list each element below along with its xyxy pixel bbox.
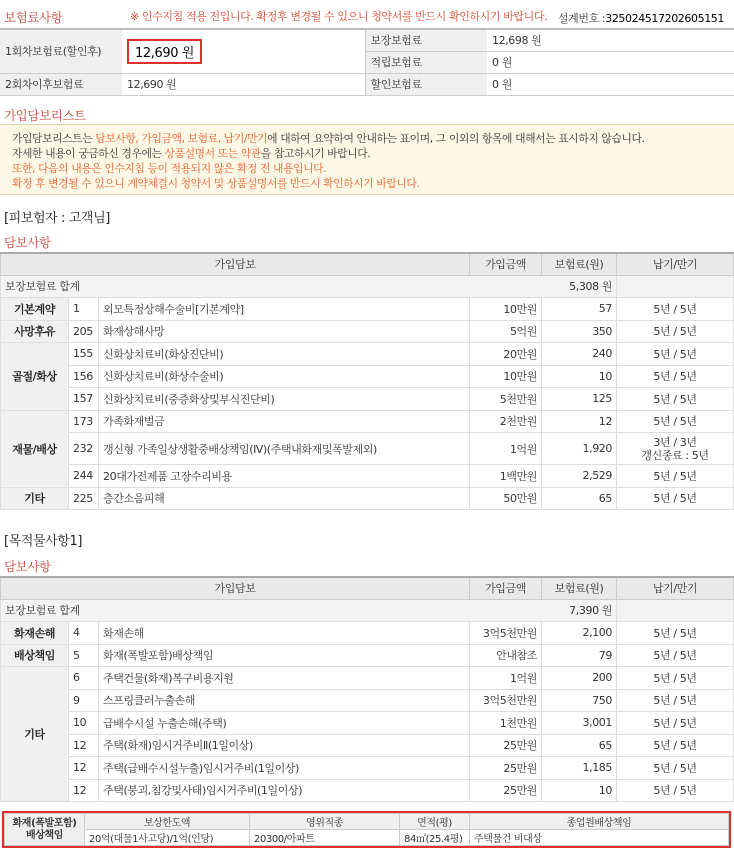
coverage-amount: 1억원 bbox=[470, 667, 542, 690]
coverage-row bbox=[1, 433, 734, 465]
premium-section-title: 보험료사항 bbox=[4, 10, 63, 25]
coverage-amount: 20만원 bbox=[470, 343, 542, 366]
insured-title: [피보험자 : 고객님] bbox=[4, 211, 110, 226]
coverage-row bbox=[1, 644, 734, 667]
coverage-premium: 2,529 bbox=[542, 465, 617, 488]
row-no: 10 bbox=[69, 712, 99, 735]
coverage-premium: 10 bbox=[542, 779, 617, 802]
fire-h1: 보상한도액 bbox=[85, 814, 250, 830]
coverage2-title: 담보사항 bbox=[4, 559, 51, 574]
guide-line-3: 또한, 다음의 내용은 인수지침 등이 적용되지 않은 확정 전 내용입니다. bbox=[12, 162, 327, 175]
total-value: 5,308 원 bbox=[569, 280, 612, 294]
term-renewal: 갱신종료 : 5년 bbox=[641, 448, 709, 462]
coverage-premium: 65 bbox=[542, 487, 617, 510]
fire-v2: 20300/아파트 bbox=[250, 830, 400, 846]
guide-title: 가입담보리스트 bbox=[4, 108, 86, 123]
coverage1-title: 담보사항 bbox=[4, 235, 51, 250]
coverage-premium: 10 bbox=[542, 365, 617, 388]
row-no: 244 bbox=[69, 465, 99, 488]
coverage-name: 주택(급배수시설누출)임시거주비(1일이상) bbox=[99, 757, 470, 780]
coverage-row bbox=[1, 712, 734, 735]
coverage-name: 신화상치료비(화상수술비) bbox=[99, 365, 470, 388]
row-no: 12 bbox=[69, 757, 99, 780]
fire-h2: 영위직종 bbox=[250, 814, 400, 830]
category-cell: 화재손해 bbox=[1, 622, 69, 645]
category-cell: 배상책임 bbox=[1, 644, 69, 667]
coverage-premium: 1,920 bbox=[542, 433, 617, 465]
guarantee-value: 12,698 원 bbox=[487, 29, 734, 51]
coverage-term: 5년 / 5년 bbox=[617, 298, 734, 321]
coverage-premium: 65 bbox=[542, 734, 617, 757]
coverage-premium: 3,001 bbox=[542, 712, 617, 735]
fire-v1: 20억(대물1사고당)/1억(인당) bbox=[85, 830, 250, 846]
coverage-premium: 125 bbox=[542, 388, 617, 411]
coverage-amount: 25만원 bbox=[470, 757, 542, 780]
row-no: 155 bbox=[69, 343, 99, 366]
coverage-term: 5년 / 5년 bbox=[617, 667, 734, 690]
coverage-premium: 240 bbox=[542, 343, 617, 366]
header-term: 납기/만기 bbox=[617, 577, 734, 599]
coverage-amount: 1억원 bbox=[470, 433, 542, 465]
coverage-amount: 3억5천만원 bbox=[470, 689, 542, 712]
fire-h3: 면적(평) bbox=[400, 814, 470, 830]
guide-text: 에 대하여 요약하여 안내하는 표이며, 그 이외의 항목에 대해서는 표시하지 않습니다. bbox=[267, 132, 645, 145]
header-term: 납기/만기 bbox=[617, 253, 734, 275]
coverage-term: 5년 / 5년 bbox=[617, 465, 734, 488]
object-title: [목적물사항1] bbox=[4, 534, 83, 549]
guide-highlight: 담보사항, 가입금액, 보험료, 납기/만기 bbox=[95, 132, 268, 145]
coverage-row bbox=[1, 365, 734, 388]
coverage-name: 화재(폭발포함)배상책임 bbox=[99, 644, 470, 667]
coverage1-table bbox=[0, 252, 734, 510]
coverage-term: 5년 / 5년 bbox=[617, 320, 734, 343]
coverage-premium: 1,185 bbox=[542, 757, 617, 780]
discount-label: 할인보험료 bbox=[365, 73, 487, 95]
coverage-name: 외모특정상해수술비[기본계약] bbox=[99, 298, 470, 321]
total-label: 보장보험료 합계 bbox=[5, 604, 80, 618]
coverage-name: 스프링클러누출손해 bbox=[99, 689, 470, 712]
total-row bbox=[1, 599, 617, 622]
category-cell: 사망후유 bbox=[1, 320, 69, 343]
coverage-row bbox=[1, 779, 734, 802]
coverage2-table bbox=[0, 576, 734, 802]
fire-v4: 주택물건 비대상 bbox=[470, 830, 729, 846]
total-label: 보장보험료 합계 bbox=[5, 280, 80, 294]
guide-line-1 bbox=[12, 131, 722, 146]
coverage-name: 급배수시설 누출손해(주택) bbox=[99, 712, 470, 735]
row-no: 157 bbox=[69, 388, 99, 411]
first-premium-value: 12,690 원 bbox=[127, 39, 202, 64]
cert-label: 설계번호 : bbox=[557, 12, 606, 25]
coverage-term: 5년 / 5년 bbox=[617, 365, 734, 388]
coverage-premium: 12 bbox=[542, 410, 617, 433]
coverage-amount: 10만원 bbox=[470, 365, 542, 388]
coverage-term: 5년 / 5년 bbox=[617, 487, 734, 510]
coverage-amount: 5억원 bbox=[470, 320, 542, 343]
coverage-row bbox=[1, 410, 734, 433]
coverage-name: 신화상치료비(중증화상및부식진단비) bbox=[99, 388, 470, 411]
coverage-amount: 50만원 bbox=[470, 487, 542, 510]
savings-value: 0 원 bbox=[487, 51, 734, 73]
coverage-term: 5년 / 5년 bbox=[617, 622, 734, 645]
coverage-term: 5년 / 5년 bbox=[617, 388, 734, 411]
warning-text: ※ 인수지침 적용 전입니다. 확정후 변경될 수 있으니 청약서를 반드시 확인하시기 바랍니다. bbox=[130, 10, 548, 23]
first-premium-cell bbox=[122, 29, 365, 73]
after-premium-value: 12,690 원 bbox=[122, 73, 365, 95]
coverage-term bbox=[617, 433, 734, 465]
category-cell: 재물/배상 bbox=[1, 410, 69, 487]
coverage-name: 주택(붕괴,침강및사태)임시거주비(1일이상) bbox=[99, 779, 470, 802]
first-premium-label: 1회차보험료(할인후) bbox=[0, 29, 122, 73]
coverage-row bbox=[1, 298, 734, 321]
total-row bbox=[1, 275, 617, 298]
coverage-premium: 200 bbox=[542, 667, 617, 690]
after-premium-label: 2회차이후보험료 bbox=[0, 73, 122, 95]
coverage-amount: 안내참조 bbox=[470, 644, 542, 667]
coverage-name: 신화상치료비(화상진단비) bbox=[99, 343, 470, 366]
coverage-premium: 2,100 bbox=[542, 622, 617, 645]
guide-text: 을 참고하시기 바랍니다. bbox=[260, 147, 371, 160]
guide-box bbox=[0, 124, 734, 195]
coverage-amount: 3억5천만원 bbox=[470, 622, 542, 645]
coverage-amount: 2천만원 bbox=[470, 410, 542, 433]
row-no: 173 bbox=[69, 410, 99, 433]
coverage-row bbox=[1, 689, 734, 712]
coverage-row bbox=[1, 667, 734, 690]
coverage-premium: 79 bbox=[542, 644, 617, 667]
guide-highlight: 상품설명서 또는 약관 bbox=[164, 147, 261, 160]
header-coverage: 가입담보 bbox=[1, 253, 470, 275]
guide-text: 자세한 내용이 궁금하신 경우에는 bbox=[12, 147, 165, 160]
premium-table bbox=[0, 28, 734, 96]
row-no: 1 bbox=[69, 298, 99, 321]
coverage-name: 화재손해 bbox=[99, 622, 470, 645]
coverage-term: 5년 / 5년 bbox=[617, 644, 734, 667]
coverage-row bbox=[1, 734, 734, 757]
header-premium: 보험료(원) bbox=[542, 253, 617, 275]
fire-liability-table bbox=[4, 813, 729, 846]
header-amount: 가입금액 bbox=[470, 577, 542, 599]
discount-value: 0 원 bbox=[487, 73, 734, 95]
coverage-premium: 350 bbox=[542, 320, 617, 343]
total-blank bbox=[617, 275, 734, 298]
row-no: 232 bbox=[69, 433, 99, 465]
coverage-name: 주택(화재)임시거주비Ⅱ(1일이상) bbox=[99, 734, 470, 757]
coverage-row bbox=[1, 388, 734, 411]
guarantee-label: 보장보험료 bbox=[365, 29, 487, 51]
row-no: 5 bbox=[69, 644, 99, 667]
cert-value: 325024517202605151 bbox=[605, 12, 724, 25]
row-no: 12 bbox=[69, 734, 99, 757]
guide-line-4: 확정 후 변경될 수 있으니 계약체결시 청약서 및 상품설명서를 반드시 확인하시기 바랍니다. bbox=[12, 177, 420, 190]
fire-v3: 84㎡(25.4평) bbox=[400, 830, 470, 846]
guide-text: 가입담보리스트는 bbox=[12, 132, 96, 145]
coverage-term: 5년 / 5년 bbox=[617, 689, 734, 712]
row-no: 12 bbox=[69, 779, 99, 802]
coverage-row bbox=[1, 343, 734, 366]
row-no: 156 bbox=[69, 365, 99, 388]
row-no: 6 bbox=[69, 667, 99, 690]
coverage-term: 5년 / 5년 bbox=[617, 343, 734, 366]
coverage-term: 5년 / 5년 bbox=[617, 757, 734, 780]
cert-number bbox=[558, 10, 724, 26]
coverage-amount: 25만원 bbox=[470, 779, 542, 802]
coverage-term: 5년 / 5년 bbox=[617, 410, 734, 433]
category-cell: 골절/화상 bbox=[1, 343, 69, 411]
coverage-premium: 57 bbox=[542, 298, 617, 321]
coverage-name: 가족화재벌금 bbox=[99, 410, 470, 433]
coverage-term: 5년 / 5년 bbox=[617, 734, 734, 757]
coverage-row bbox=[1, 622, 734, 645]
category-cell: 기타 bbox=[1, 667, 69, 802]
row-no: 205 bbox=[69, 320, 99, 343]
coverage-term: 5년 / 5년 bbox=[617, 779, 734, 802]
coverage-name: 주택건물(화재)복구비용지원 bbox=[99, 667, 470, 690]
coverage-premium: 750 bbox=[542, 689, 617, 712]
coverage-name: 20대가전제품 고장수리비용 bbox=[99, 465, 470, 488]
coverage-row bbox=[1, 465, 734, 488]
fire-liability-cat: 화재(폭발포함) 배상책임 bbox=[5, 814, 85, 846]
total-value: 7,390 원 bbox=[569, 604, 612, 618]
header-coverage: 가입담보 bbox=[1, 577, 470, 599]
coverage-name: 층간소음피해 bbox=[99, 487, 470, 510]
header-premium: 보험료(원) bbox=[542, 577, 617, 599]
category-cell: 기타 bbox=[1, 487, 69, 510]
coverage-row bbox=[1, 487, 734, 510]
total-blank bbox=[617, 599, 734, 622]
coverage-amount: 1백만원 bbox=[470, 465, 542, 488]
header-amount: 가입금액 bbox=[470, 253, 542, 275]
savings-label: 적립보험료 bbox=[365, 51, 487, 73]
coverage-amount: 25만원 bbox=[470, 734, 542, 757]
fire-liability-box bbox=[2, 811, 731, 848]
row-no: 9 bbox=[69, 689, 99, 712]
fire-h4: 종업원배상책임 bbox=[470, 814, 729, 830]
coverage-amount: 1천만원 bbox=[470, 712, 542, 735]
coverage-name: 갱신형 가족일상생활중배상책임(Ⅳ)(주택내화재및폭발제외) bbox=[99, 433, 470, 465]
coverage-name: 화재상해사망 bbox=[99, 320, 470, 343]
coverage-amount: 10만원 bbox=[470, 298, 542, 321]
category-cell: 기본계약 bbox=[1, 298, 69, 321]
guide-line-2 bbox=[12, 146, 722, 161]
coverage-term: 5년 / 5년 bbox=[617, 712, 734, 735]
row-no: 4 bbox=[69, 622, 99, 645]
coverage-row bbox=[1, 757, 734, 780]
row-no: 225 bbox=[69, 487, 99, 510]
coverage-amount: 5천만원 bbox=[470, 388, 542, 411]
term-line: 3년 / 3년 bbox=[653, 435, 697, 449]
coverage-row bbox=[1, 320, 734, 343]
